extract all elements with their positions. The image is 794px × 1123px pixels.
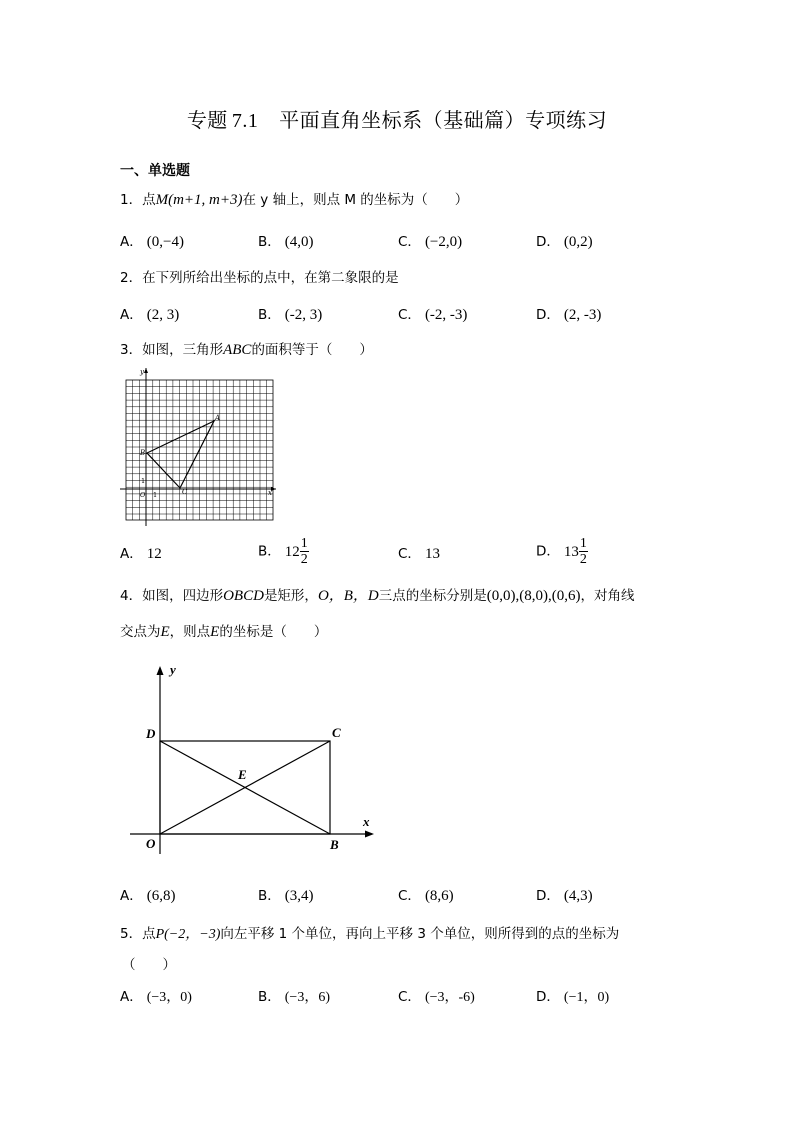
q3-option-a[interactable] — [120, 544, 162, 564]
option-value: (−3，6) — [284, 990, 330, 1005]
q4-text-f: ，则点 — [169, 624, 211, 640]
q3-math: ABC — [223, 342, 252, 358]
option-label: C． — [398, 888, 421, 904]
point-b-label: B — [330, 837, 339, 852]
q4-math-4: E — [160, 624, 170, 640]
x-label: x — [268, 489, 272, 497]
y-axis-arrow — [144, 368, 148, 373]
q5-math: P(−2，−3) — [155, 927, 221, 942]
origin-label: O — [140, 491, 146, 499]
option-label: A． — [120, 989, 143, 1005]
y-axis-arrow — [157, 666, 164, 675]
option-value: (-2, 3) — [284, 307, 323, 323]
q4-math-2: O，B，D — [317, 588, 379, 604]
option-value: (2, -3) — [563, 307, 602, 323]
page-title — [0, 104, 794, 133]
question-4-line-2 — [120, 622, 327, 642]
option-value: 13 — [424, 546, 440, 562]
option-value: (-2, -3) — [424, 307, 468, 323]
q5-option-c[interactable] — [398, 987, 475, 1008]
option-value: (0,2) — [563, 234, 593, 250]
option-label: C． — [398, 307, 421, 323]
fraction-denominator: 2 — [579, 552, 587, 567]
option-label: D． — [536, 888, 560, 904]
point-c-label: C — [182, 488, 188, 496]
option-fraction — [579, 536, 588, 567]
q3-option-b[interactable] — [258, 536, 309, 567]
q3-option-d[interactable] — [536, 536, 588, 567]
q4-math-1: OBCD — [223, 588, 264, 604]
point-b-label: B — [140, 449, 146, 457]
option-value: (8,6) — [424, 888, 454, 904]
option-value: (4,0) — [284, 234, 314, 250]
q4-text-b: 是矩形， — [263, 588, 318, 604]
q2-option-c[interactable] — [398, 305, 467, 325]
option-whole: 12 — [284, 543, 300, 560]
q4-option-d[interactable] — [536, 886, 593, 906]
point-c-label: C — [332, 725, 341, 740]
q1-stem-b: 在 y 轴上，则点 M 的坐标为（ ） — [242, 192, 469, 208]
x-label: x — [363, 814, 370, 829]
option-label: A． — [120, 307, 143, 323]
q4-text-c: 三点的坐标分别是 — [378, 588, 487, 604]
q1-option-c[interactable] — [398, 232, 462, 252]
origin-label: O — [146, 836, 156, 851]
q4-math-3: (0,0),(8,0),(0,6) — [486, 588, 581, 604]
option-label: B． — [258, 888, 281, 904]
q5-option-b[interactable] — [258, 987, 330, 1008]
question-3-stem — [120, 340, 373, 360]
option-label: C． — [398, 989, 421, 1005]
question-1-stem — [120, 190, 468, 210]
q4-option-a[interactable] — [120, 886, 176, 906]
x-axis-arrow — [365, 831, 374, 838]
q3-stem-b: 的面积等于（ ） — [251, 342, 373, 358]
option-value: (−3，0) — [146, 990, 192, 1005]
q2-option-a[interactable] — [120, 305, 179, 325]
option-fraction — [300, 536, 309, 567]
title-prefix: 专题 — [186, 108, 228, 132]
q3-grid-figure — [118, 366, 278, 528]
q1-stem-a: 1．点 — [120, 192, 156, 208]
option-label: B． — [258, 307, 281, 323]
question-4-line-1 — [120, 586, 635, 606]
q5-stem-b: 向左平移 1 个单位，再向上平移 3 个单位，则所得到的点的坐标为 — [220, 926, 620, 942]
q3-option-c[interactable] — [398, 544, 440, 564]
option-label: C． — [398, 234, 421, 250]
fraction-numerator: 1 — [300, 536, 308, 551]
option-label: C． — [398, 546, 421, 562]
q4-text-a: 4．如图，四边形 — [120, 588, 224, 604]
option-value: (−1，0) — [563, 990, 610, 1005]
option-label: A． — [120, 888, 143, 904]
q2-option-d[interactable] — [536, 305, 601, 325]
fraction-denominator: 2 — [300, 552, 308, 567]
q1-option-d[interactable] — [536, 232, 593, 252]
q4-option-c[interactable] — [398, 886, 454, 906]
option-label: B． — [258, 989, 281, 1005]
q4-text-d: ，对角线 — [580, 588, 635, 604]
option-value: (−2,0) — [424, 234, 463, 250]
question-2-stem: 2．在下列所给出坐标的点中，在第二象限的是 — [120, 270, 399, 286]
q5-stem-a: 5．点 — [120, 926, 156, 942]
q1-option-b[interactable] — [258, 232, 314, 252]
option-whole: 13 — [563, 543, 579, 560]
option-value: (0,−4) — [146, 234, 184, 250]
point-d-label: D — [146, 726, 156, 741]
title-number: 7.1 — [231, 110, 259, 132]
option-label: D． — [536, 234, 560, 250]
y-label: y — [140, 368, 144, 376]
q5-option-d[interactable] — [536, 987, 609, 1008]
option-value: (−3，-6) — [424, 990, 475, 1005]
point-a-label: A — [215, 414, 221, 422]
option-value: (3,4) — [284, 888, 314, 904]
unit-x-label: 1 — [153, 491, 158, 499]
q1-option-a[interactable] — [120, 232, 184, 252]
point-e-label: E — [238, 767, 247, 782]
option-label: A． — [120, 546, 143, 562]
q4-text-e: 交点为 — [120, 624, 161, 640]
question-5-blank: （ ） — [122, 957, 176, 973]
q4-option-b[interactable] — [258, 886, 314, 906]
q3-stem-a: 3．如图，三角形 — [120, 342, 224, 358]
q1-math: M(m+1, m+3) — [155, 192, 243, 208]
unit-y-label: 1 — [141, 477, 146, 485]
option-label: D． — [536, 989, 560, 1005]
q4-text-g: 的坐标是（ ） — [219, 624, 328, 640]
option-label: A． — [120, 234, 143, 250]
option-value: (4,3) — [563, 888, 593, 904]
question-5-stem — [120, 924, 619, 945]
title-text: 平面直角坐标系（基础篇）专项练习 — [279, 108, 608, 132]
q2-option-b[interactable] — [258, 305, 322, 325]
option-value: 12 — [146, 546, 162, 562]
q4-math-5: E — [210, 624, 220, 640]
option-value: (6,8) — [146, 888, 176, 904]
q5-option-a[interactable] — [120, 987, 192, 1008]
option-label: D． — [536, 543, 560, 560]
q4-rectangle-figure — [120, 658, 390, 858]
fraction-numerator: 1 — [579, 536, 587, 551]
y-label: y — [170, 662, 176, 677]
option-label: B． — [258, 234, 281, 250]
option-label: B． — [258, 543, 281, 560]
section-heading: 一、单选题 — [120, 163, 190, 179]
option-label: D． — [536, 307, 560, 323]
option-value: (2, 3) — [146, 307, 180, 323]
